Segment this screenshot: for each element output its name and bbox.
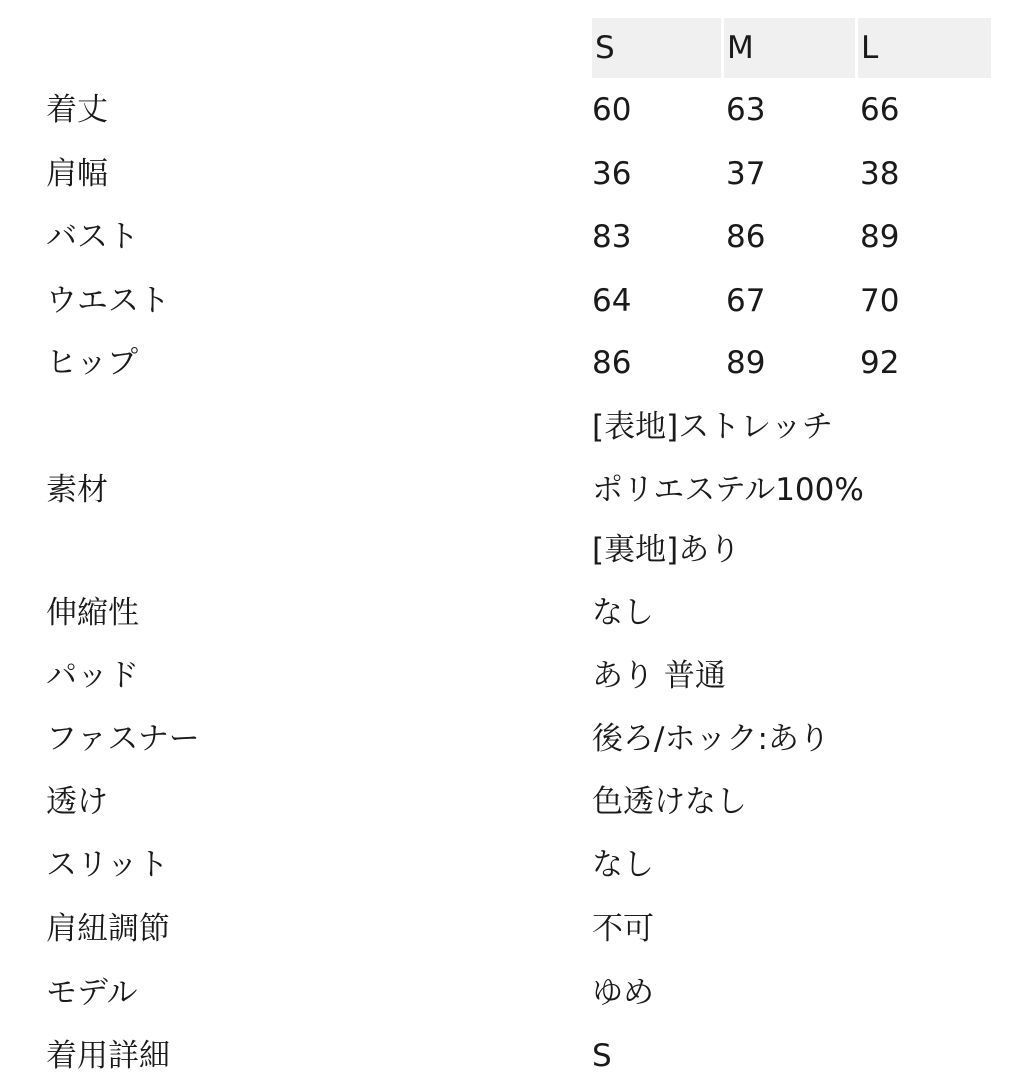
value-l: 70 [860, 283, 900, 319]
value-m: 37 [726, 156, 766, 192]
value-s: 36 [592, 156, 632, 192]
row-value: 色透けなし [592, 784, 747, 820]
value-l: 38 [860, 156, 900, 192]
value-s: 86 [592, 345, 632, 381]
material-line: [裏地]あり [592, 532, 741, 568]
row-label: ヒップ [46, 345, 139, 381]
value-l: 66 [860, 92, 900, 128]
value-s: 83 [592, 219, 632, 255]
row-value: なし [592, 847, 654, 883]
header-size-m: M [724, 18, 855, 78]
row-value: 後ろ/ホック:あり [592, 721, 830, 757]
value-s: 60 [592, 92, 632, 128]
value-s: 64 [592, 283, 632, 319]
row-value: 不可 [592, 911, 654, 947]
value-l: 89 [860, 219, 900, 255]
row-label: スリット [46, 847, 169, 883]
row-label: ウエスト [46, 283, 170, 319]
value-m: 89 [726, 345, 766, 381]
row-label: ファスナー [46, 721, 200, 757]
row-value: ゆめ [592, 975, 654, 1011]
value-l: 92 [860, 345, 900, 381]
row-value: なし [592, 595, 654, 631]
value-m: 67 [726, 283, 766, 319]
row-label: 透け [46, 784, 108, 820]
header-size-s: S [592, 18, 721, 78]
row-label: バスト [46, 219, 139, 255]
value-m: 86 [726, 219, 766, 255]
header-size-l: L [858, 18, 991, 78]
value-m: 63 [726, 92, 766, 128]
material-line: [表地]ストレッチ [592, 409, 833, 445]
row-value: あり 普通 [592, 658, 726, 694]
row-value: S [592, 1038, 612, 1074]
material-line: ポリエステル100% [592, 472, 864, 508]
row-label: 着用詳細 [46, 1038, 170, 1074]
row-label: パッド [46, 658, 139, 694]
row-label: 肩幅 [46, 156, 108, 192]
material-label: 素材 [46, 472, 108, 508]
row-label: 肩紐調節 [46, 911, 170, 947]
row-label: 着丈 [46, 92, 108, 128]
row-label: モデル [46, 975, 138, 1011]
row-label: 伸縮性 [46, 595, 139, 631]
